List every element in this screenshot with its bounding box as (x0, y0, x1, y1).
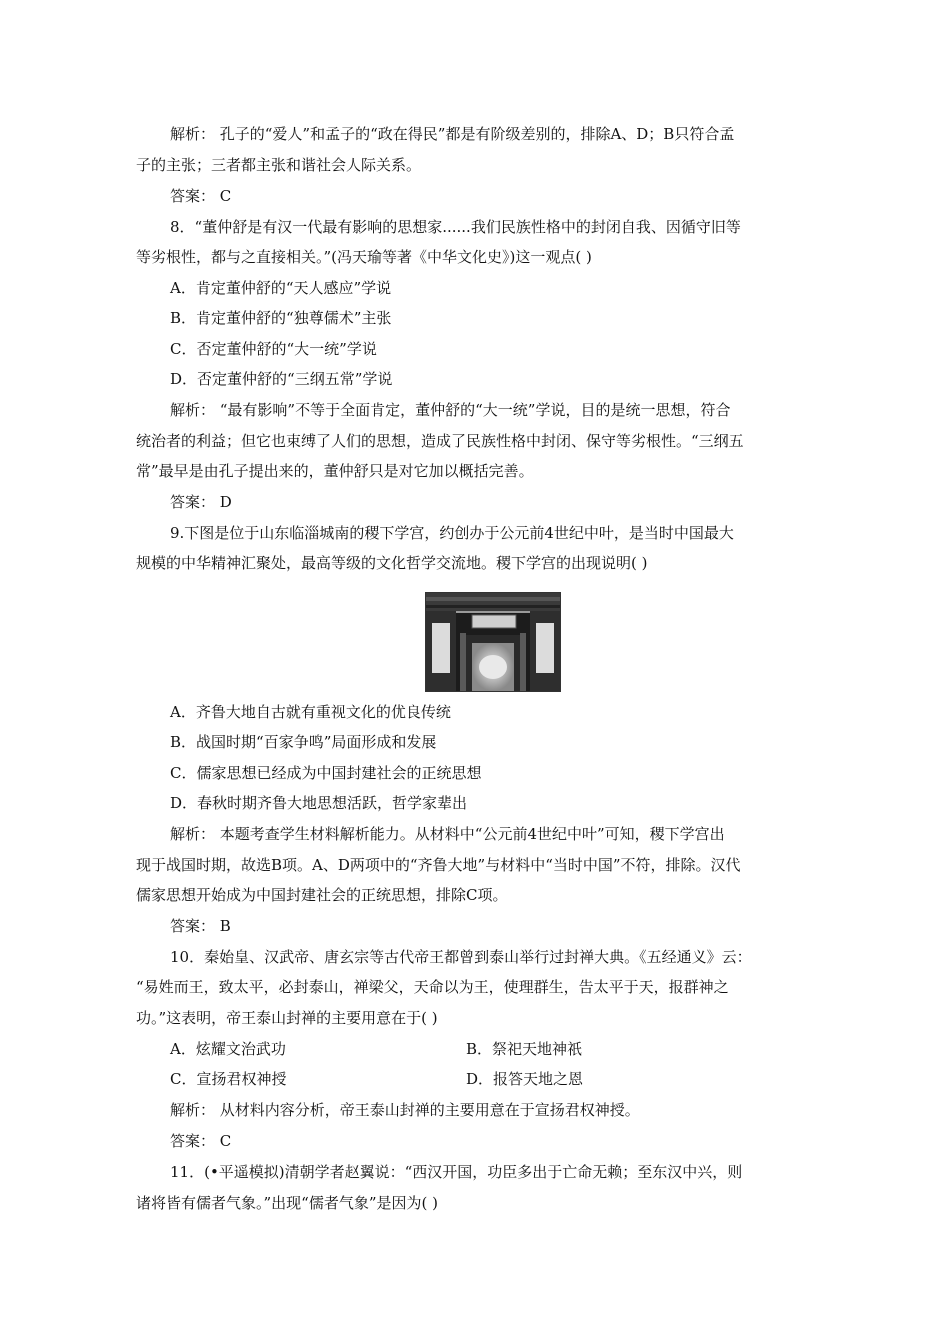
q9-stem-line-2: 规模的中华精神汇聚处，最高等级的文化哲学交流地。稷下学宫的出现说明( ) (136, 554, 648, 572)
q10-answer: 答案： C (170, 1132, 232, 1150)
q8-stem-line-2: 等劣根性，都与之直接相关。”(冯天瑜等著《中华文化史》)这一观点( ) (136, 248, 592, 266)
q8-answer: 答案： D (170, 493, 232, 511)
q9-option-c: C．儒家思想已经成为中国封建社会的正统思想 (170, 764, 482, 782)
q8-option-a: A．肯定董仲舒的“天人感应”学说 (170, 279, 392, 297)
q9-option-b: B．战国时期“百家争鸣”局面形成和发展 (170, 733, 437, 751)
jixia-academy-photo (425, 592, 561, 692)
q7-analysis-line-2: 子的主张；三者都主张和谐社会人际关系。 (136, 156, 422, 174)
q11-stem-line-2: 诸将皆有儒者气象。”出现“儒者气象”是因为( ) (136, 1194, 438, 1212)
gate-image (426, 593, 560, 691)
q9-option-d: D．春秋时期齐鲁大地思想活跃，哲学家辈出 (170, 794, 468, 812)
q8-stem-line-1: 8．“董仲舒是有汉一代最有影响的思想家......我们民族性格中的封闭自我、因循守旧等 (170, 218, 741, 236)
q10-stem-line-2: “易姓而王，致太平，必封泰山，禅梁父，天命以为王，使理群生，告太平于天，报群神之 (136, 978, 729, 996)
q11-stem-line-1: 11．(•平遥模拟)清朝学者赵翼说：“西汉开国，功臣多出于亡命无赖；至东汉中兴，则 (170, 1163, 743, 1181)
q7-analysis-line-1: 解析： 孔子的“爱人”和孟子的“政在得民”都是有阶级差别的，排除A、D；B只符合孟 (170, 125, 735, 143)
q10-option-a: A．炫耀文治武功 (170, 1040, 286, 1058)
q10-stem-line-1: 10．秦始皇、汉武帝、唐玄宗等古代帝王都曾到泰山举行过封禅大典。《五经通义》云： (170, 948, 752, 966)
q8-option-b: B．肯定董仲舒的“独尊儒术”主张 (170, 309, 392, 327)
q10-option-b: B．祭祀天地神祇 (466, 1040, 583, 1058)
q10-option-d: D．报答天地之恩 (466, 1070, 584, 1088)
q9-option-a: A．齐鲁大地自古就有重视文化的优良传统 (170, 703, 451, 721)
q8-option-c: C．否定董仲舒的“大一统”学说 (170, 340, 377, 358)
q9-analysis-line-3: 儒家思想开始成为中国封建社会的正统思想，排除C项。 (136, 886, 508, 904)
q9-analysis-line-1: 解析： 本题考查学生材料解析能力。从材料中“公元前4世纪中叶”可知，稷下学宫出 (170, 825, 725, 843)
q8-analysis-line-2: 统治者的利益；但它也束缚了人们的思想，造成了民族性格中封闭、保守等劣根性。“三纲五 (136, 432, 744, 450)
q9-stem-line-1: 9.下图是位于山东临淄城南的稷下学宫，约创办于公元前4世纪中叶，是当时中国最大 (170, 524, 734, 542)
q8-option-d: D．否定董仲舒的“三纲五常”学说 (170, 370, 393, 388)
q7-answer: 答案： C (170, 187, 232, 205)
q8-analysis-line-3: 常”最早是由孔子提出来的，董仲舒只是对它加以概括完善。 (136, 462, 534, 480)
q10-option-c: C．宣扬君权神授 (170, 1070, 287, 1088)
q9-analysis-line-2: 现于战国时期，故选B项。A、D两项中的“齐鲁大地”与材料中“当时中国”不符，排除。汉代 (136, 856, 741, 874)
q8-analysis-line-1: 解析： “最有影响”不等于全面肯定，董仲舒的“大一统”学说，目的是统一思想，符合 (170, 401, 731, 419)
q10-analysis-line-1: 解析： 从材料内容分析，帝王泰山封禅的主要用意在于宣扬君权神授。 (170, 1101, 640, 1119)
q9-answer: 答案： B (170, 917, 231, 935)
q10-stem-line-3: 功。”这表明，帝王泰山封禅的主要用意在于( ) (136, 1009, 438, 1027)
